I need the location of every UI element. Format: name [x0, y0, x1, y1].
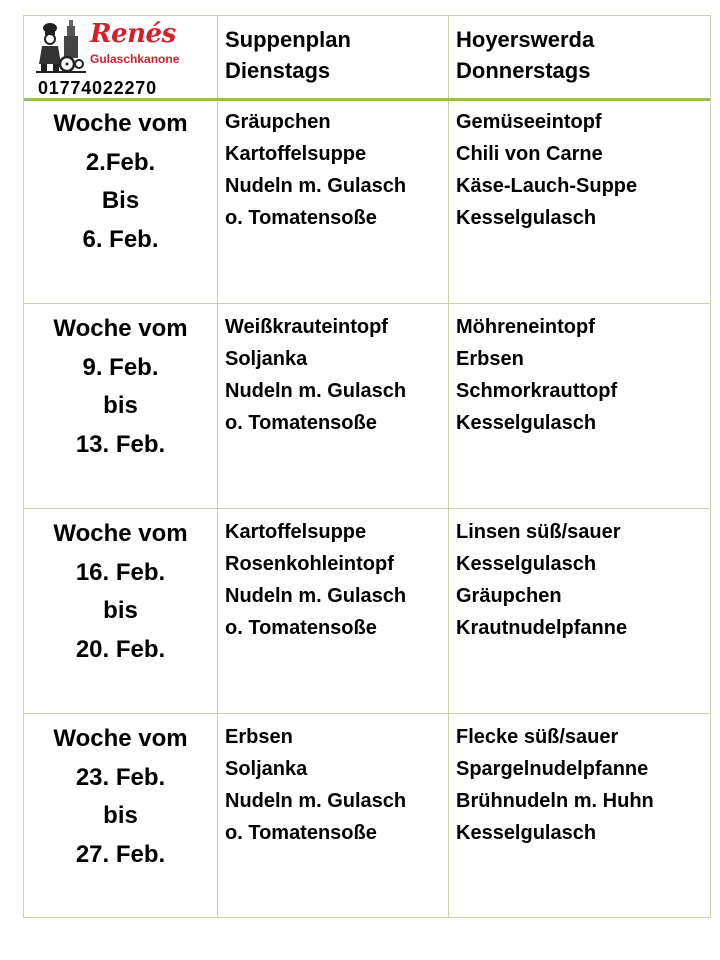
- soup-item: Nudeln m. Gulasch: [225, 790, 407, 812]
- tuesday-soups: [217, 716, 448, 918]
- week-label-line: bis: [103, 597, 138, 624]
- soup-item: Kartoffelsuppe: [225, 143, 367, 165]
- tuesday-soups: [217, 511, 448, 713]
- soup-item: Nudeln m. Gulasch: [225, 175, 407, 197]
- soup-item: Kesselgulasch: [456, 412, 597, 434]
- soup-item: Gemüseeintopf: [456, 111, 602, 133]
- brand-subtitle: Gulaschkanone: [90, 52, 180, 66]
- week-label-line: Woche vom: [53, 725, 188, 752]
- thursday-soups: [448, 511, 712, 713]
- week-label-line: 23. Feb.: [75, 763, 166, 791]
- brand-name: Renés: [90, 19, 176, 49]
- week-label-line: 6. Feb.: [82, 225, 159, 253]
- week-label-line: 2.Feb.: [85, 148, 156, 176]
- week-label-line: Woche vom: [53, 315, 188, 342]
- thursday-soups: [448, 101, 712, 303]
- soup-item: Brühnudeln m. Huhn: [456, 790, 654, 812]
- soup-item: Chili von Carne: [456, 143, 603, 165]
- brand-logo: [34, 18, 184, 74]
- soup-item: Kesselgulasch: [456, 207, 597, 229]
- week-label-line: Woche vom: [53, 520, 188, 547]
- week-label: [24, 716, 217, 918]
- row-divider: [24, 303, 710, 304]
- header-thursday-line: Hoyerswerda: [456, 27, 595, 52]
- header-thursday-line: Donnerstags: [456, 58, 591, 83]
- soup-item: Gräupchen: [225, 111, 331, 133]
- thursday-soups: [448, 306, 712, 508]
- row-divider: [24, 508, 710, 509]
- soup-item: o. Tomatensoße: [225, 617, 377, 639]
- week-label-line: 13. Feb.: [75, 430, 166, 458]
- week-label-line: Woche vom: [53, 110, 188, 137]
- soup-item: Nudeln m. Gulasch: [225, 380, 407, 402]
- week-label: [24, 306, 217, 508]
- header-tuesday-line: Suppenplan: [225, 27, 351, 52]
- soup-item: Linsen süß/sauer: [456, 521, 621, 543]
- header-tuesday-line: Dienstags: [225, 58, 331, 83]
- week-label: [24, 511, 217, 713]
- soup-item: Flecke süß/sauer: [456, 726, 619, 748]
- week-label-line: bis: [103, 392, 138, 419]
- tuesday-soups: [217, 101, 448, 303]
- header-tuesday: [217, 16, 448, 98]
- soup-item: Kartoffelsuppe: [225, 521, 367, 543]
- thursday-soups: [448, 716, 712, 918]
- soup-item: o. Tomatensoße: [225, 822, 377, 844]
- soup-plan-table: [23, 15, 711, 918]
- week-label: [24, 101, 217, 303]
- week-label-line: 9. Feb.: [82, 353, 159, 381]
- soup-item: Krautnudelpfanne: [456, 617, 628, 639]
- soup-item: o. Tomatensoße: [225, 412, 377, 434]
- soup-item: Nudeln m. Gulasch: [225, 585, 407, 607]
- soup-item: Spargelnudelpfanne: [456, 758, 649, 780]
- week-label-line: 20. Feb.: [75, 635, 166, 663]
- logo-cell: [24, 16, 217, 98]
- soup-item: Erbsen: [225, 726, 293, 748]
- week-label-line: bis: [103, 802, 138, 829]
- soup-item: Schmorkrauttopf: [456, 380, 618, 402]
- week-label-line: Bis: [101, 187, 140, 214]
- soup-item: Möhreneintopf: [456, 316, 595, 338]
- row-divider: [24, 713, 710, 714]
- soup-item: Erbsen: [456, 348, 524, 370]
- soup-item: Soljanka: [225, 758, 308, 780]
- tuesday-soups: [217, 306, 448, 508]
- soup-item: Kesselgulasch: [456, 553, 597, 575]
- soup-item: Rosenkohleintopf: [225, 553, 394, 575]
- phone-number: 01774022270: [38, 78, 157, 98]
- header-thursday: [448, 16, 712, 98]
- soup-item: Käse-Lauch-Suppe: [456, 175, 638, 197]
- soup-item: Gräupchen: [456, 585, 562, 607]
- week-label-line: 27. Feb.: [75, 840, 166, 868]
- soup-item: Kesselgulasch: [456, 822, 597, 844]
- soup-item: Soljanka: [225, 348, 308, 370]
- week-label-line: 16. Feb.: [75, 558, 166, 586]
- soup-item: Weißkrauteintopf: [225, 316, 388, 338]
- soup-item: o. Tomatensoße: [225, 207, 377, 229]
